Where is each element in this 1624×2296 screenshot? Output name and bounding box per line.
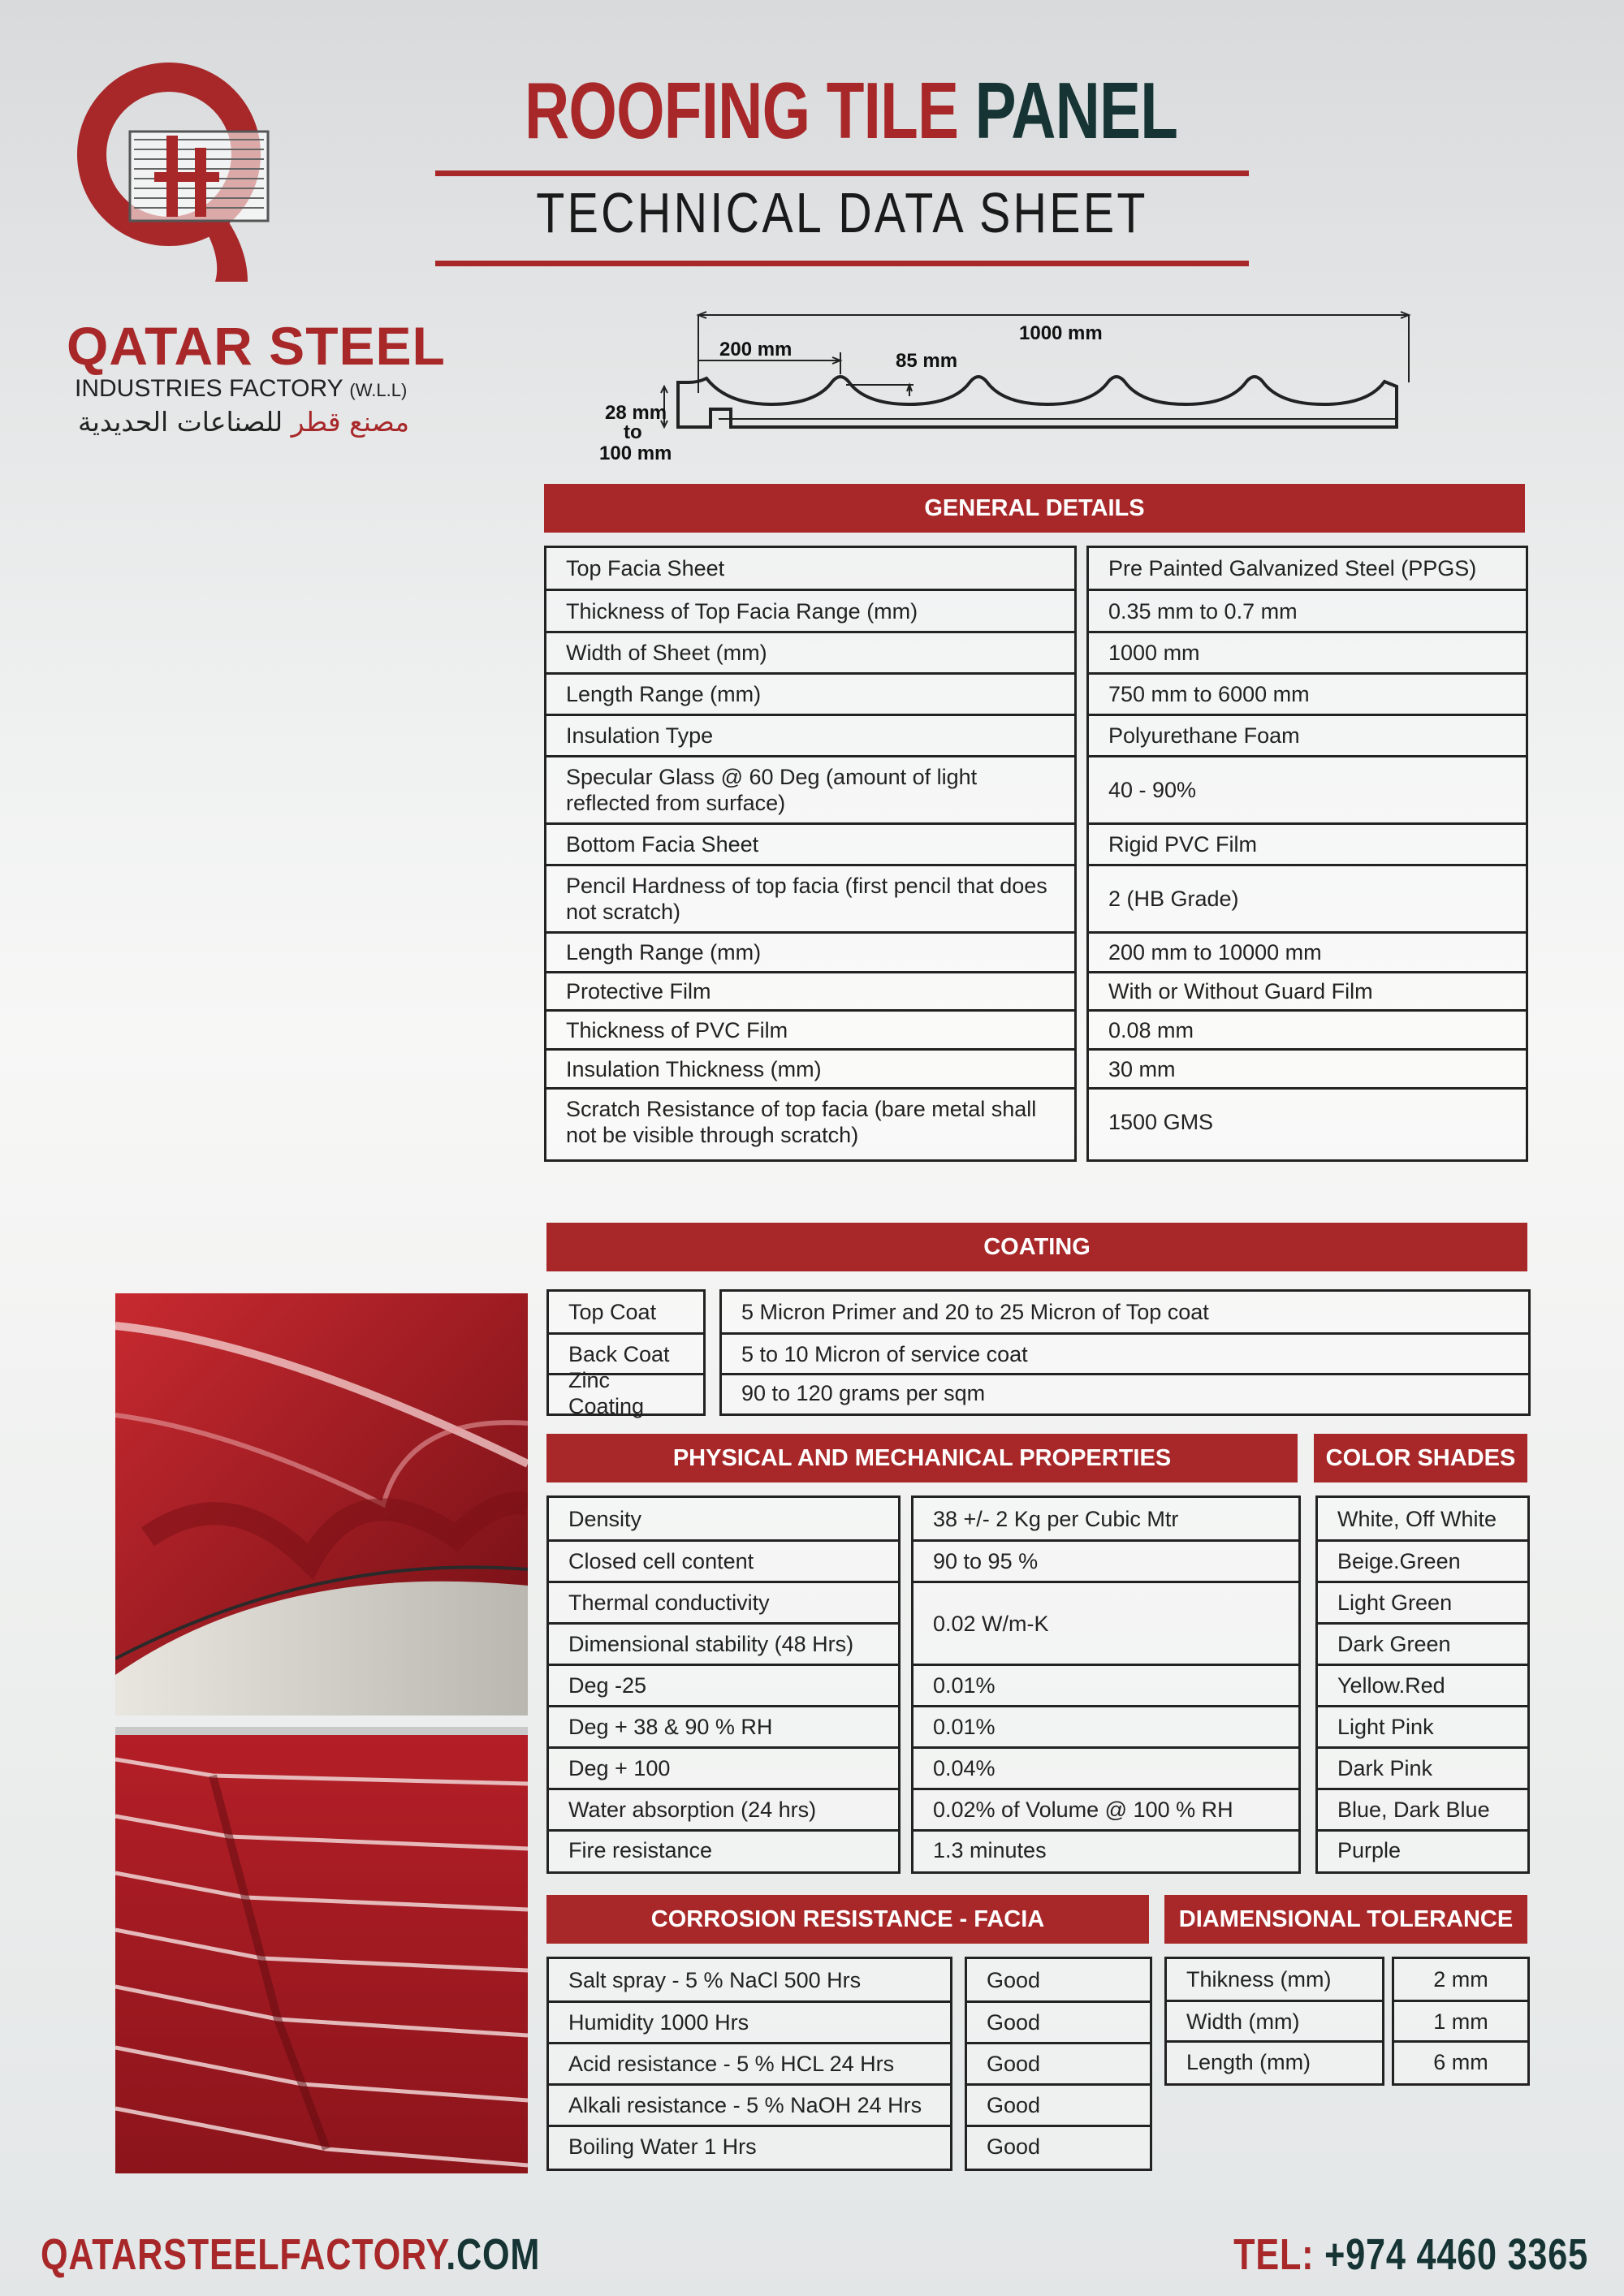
corrosion-row-value: Good (967, 2083, 1150, 2125)
corrosion-row-label: Alkali resistance - 5 % NaOH 24 Hrs (549, 2083, 950, 2125)
corrosion-row-label: Humidity 1000 Hrs (549, 2000, 950, 2042)
tolerance-row-value: 1 mm (1394, 2000, 1527, 2040)
general-row-value: 30 mm (1089, 1048, 1526, 1087)
section-color-shades: COLOR SHADES (1314, 1434, 1527, 1482)
physical-row-value: 90 to 95 % (914, 1539, 1298, 1581)
general-row-label: Thickness of PVC Film (546, 1009, 1074, 1048)
section-general-details: GENERAL DETAILS (544, 484, 1525, 533)
coating-labels-table (546, 1289, 706, 1416)
color-shade-item: Light Pink (1318, 1705, 1527, 1746)
coating-row-label: Zinc Coating (549, 1373, 703, 1411)
company-logo (73, 58, 284, 294)
color-shade-item: Purple (1318, 1829, 1527, 1869)
page-subtitle: TECHNICAL DATA SHEET (536, 181, 1148, 244)
coating-row-value: 90 to 120 grams per sqm (722, 1373, 1528, 1411)
general-row-label: Insulation Thickness (mm) (546, 1048, 1074, 1087)
general-row-label: Top Facia Sheet (566, 556, 725, 580)
section-coating: COATING (546, 1223, 1527, 1271)
physical-values-table (911, 1495, 1301, 1874)
physical-row-label: Density (568, 1506, 642, 1531)
physical-row-value: 38 +/- 2 Kg per Cubic Mtr (933, 1506, 1179, 1531)
general-row-label: Bottom Facia Sheet (546, 822, 1074, 864)
tolerance-row-value: 6 mm (1394, 2040, 1527, 2081)
dim-rib-height: 85 mm (896, 350, 958, 372)
physical-row-label: Thermal conductivity (549, 1581, 898, 1622)
general-row-label: Pencil Hardness of top facia (first pencil that does not scratch) (546, 864, 1074, 931)
panel-profile-drawing (585, 305, 1462, 468)
coating-row-value: 5 to 10 Micron of service coat (722, 1332, 1528, 1373)
physical-row-value: 0.04% (914, 1746, 1298, 1788)
general-row-value: Rigid PVC Film (1089, 822, 1526, 864)
website-link[interactable]: QATARSTEELFACTORY.COM (41, 2230, 541, 2279)
coating-row-label: Back Coat (549, 1332, 703, 1373)
color-shade-item: Light Green (1318, 1581, 1527, 1622)
dim-depth-to: to (624, 421, 642, 443)
color-shades-table (1315, 1495, 1530, 1874)
color-shade-item: Dark Green (1318, 1622, 1527, 1664)
general-row-value: 750 mm to 6000 mm (1089, 672, 1526, 714)
title-rule-bottom (435, 261, 1249, 266)
general-values-table (1086, 546, 1528, 1162)
general-row-value: 1000 mm (1089, 631, 1526, 672)
physical-row-label: Deg -25 (549, 1664, 898, 1705)
color-shade-item: White, Off White (1337, 1506, 1497, 1531)
general-row-value: Pre Painted Galvanized Steel (PPGS) (1108, 556, 1477, 580)
corrosion-values-table (965, 1957, 1152, 2171)
general-row-label: Thickness of Top Facia Range (mm) (546, 589, 1074, 631)
general-row-value: 1500 GMS (1089, 1087, 1526, 1154)
section-physical-properties: PHYSICAL AND MECHANICAL PROPERTIES (546, 1434, 1298, 1482)
physical-row-label: Deg + 100 (549, 1746, 898, 1788)
general-row-value: 0.35 mm to 0.7 mm (1089, 589, 1526, 631)
roof-tile-photo-rows (115, 1727, 528, 2173)
section-dimensional-tolerance: DIAMENSIONAL TOLERANCE (1164, 1895, 1527, 1944)
physical-row-label: Water absorption (24 hrs) (549, 1788, 898, 1829)
brand-subtitle: INDUSTRIES FACTORY (W.L.L) (75, 375, 408, 402)
dim-total-width: 1000 mm (1019, 322, 1103, 344)
general-row-label: Protective Film (546, 971, 1074, 1009)
physical-labels-table (546, 1495, 901, 1874)
color-shade-item: Beige.Green (1318, 1539, 1527, 1581)
general-row-label: Insulation Type (546, 714, 1074, 755)
general-row-value: Polyurethane Foam (1089, 714, 1526, 755)
physical-row-value: 0.01% (914, 1705, 1298, 1746)
corrosion-row-value: Good (967, 2042, 1150, 2083)
general-labels-table (544, 546, 1077, 1162)
physical-row-value: 0.02 W/m-K (914, 1581, 1298, 1664)
corrosion-row-label: Boiling Water 1 Hrs (549, 2125, 950, 2166)
corrosion-row-value: Good (967, 2000, 1150, 2042)
physical-row-value: 1.3 minutes (914, 1829, 1298, 1869)
roof-tile-photo-closeup (115, 1293, 528, 1716)
tolerance-row-label: Width (mm) (1167, 2000, 1382, 2040)
general-row-value: With or Without Guard Film (1089, 971, 1526, 1009)
coating-values-table (719, 1289, 1531, 1416)
physical-row-label: Deg + 38 & 90 % RH (549, 1705, 898, 1746)
dim-depth-min: 28 mm (605, 402, 667, 424)
physical-row-label: Fire resistance (549, 1829, 898, 1869)
corrosion-row-label: Salt spray - 5 % NaCl 500 Hrs (568, 1967, 862, 1992)
corrosion-row-value: Good (967, 2125, 1150, 2166)
physical-row-value: 0.01% (914, 1664, 1298, 1705)
physical-row-value: 0.02% of Volume @ 100 % RH (914, 1788, 1298, 1829)
coating-row-label: Top Coat (568, 1300, 657, 1324)
tolerance-values-table (1392, 1957, 1530, 2086)
color-shade-item: Blue, Dark Blue (1318, 1788, 1527, 1829)
brand-arabic-name: مصنع قطر للصناعات الحديدية (78, 406, 409, 438)
tolerance-row-label: Length (mm) (1167, 2040, 1382, 2081)
physical-row-label: Dimensional stability (48 Hrs) (549, 1622, 898, 1664)
general-row-value: 200 mm to 10000 mm (1089, 931, 1526, 971)
dim-depth-max: 100 mm (599, 442, 672, 464)
physical-row-label: Closed cell content (549, 1539, 898, 1581)
coating-row-value: 5 Micron Primer and 20 to 25 Micron of Top coat (741, 1300, 1209, 1324)
general-row-value: 2 (HB Grade) (1089, 864, 1526, 931)
general-row-label: Scratch Resistance of top facia (bare metal shall not be visible through scratch) (546, 1087, 1074, 1154)
general-row-label: Specular Glass @ 60 Deg (amount of light reflected from surface) (546, 755, 1074, 822)
general-row-value: 40 - 90% (1089, 755, 1526, 822)
phone-number[interactable]: TEL: +974 4460 3365 (1233, 2230, 1588, 2279)
tolerance-row-label: Thikness (mm) (1186, 1967, 1332, 1992)
corrosion-row-value: Good (987, 1967, 1041, 1992)
general-row-label: Length Range (mm) (546, 672, 1074, 714)
tolerance-row-value: 2 mm (1433, 1967, 1488, 1992)
brand-name: QATAR STEEL (67, 316, 446, 376)
title-rule-top (435, 170, 1249, 176)
general-row-value: 0.08 mm (1089, 1009, 1526, 1048)
corrosion-row-label: Acid resistance - 5 % HCL 24 Hrs (549, 2042, 950, 2083)
tolerance-labels-table (1164, 1957, 1384, 2086)
corrosion-labels-table (546, 1957, 952, 2171)
color-shade-item: Yellow.Red (1318, 1664, 1527, 1705)
dim-pitch: 200 mm (719, 339, 793, 360)
general-row-label: Width of Sheet (mm) (546, 631, 1074, 672)
section-corrosion-resistance: CORROSION RESISTANCE - FACIA (546, 1895, 1149, 1944)
page-title: ROOFING TILE PANEL (525, 66, 1178, 155)
general-row-label: Length Range (mm) (546, 931, 1074, 971)
color-shade-item: Dark Pink (1318, 1746, 1527, 1788)
